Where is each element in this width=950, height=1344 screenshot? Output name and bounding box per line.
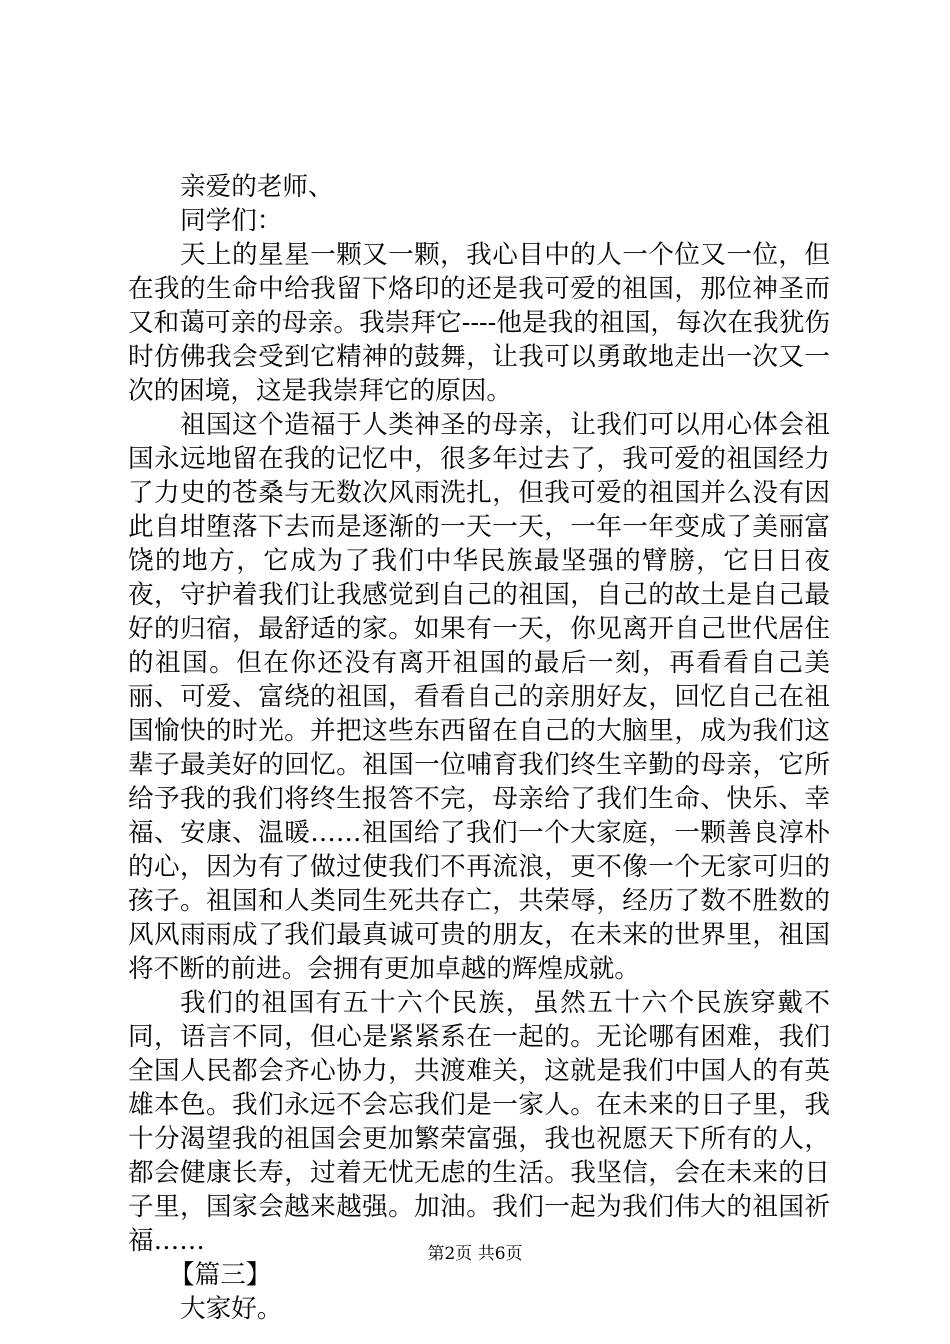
- salutation-line-2: 同学们：: [180, 206, 283, 236]
- salutation-line-1: 亲爱的老师、: [180, 172, 334, 202]
- body-paragraph: 天上的星星一颗又一颗，我心目中的人一个位又一位，但在我的生命中给我留下烙印的还是我可爱的祖国，那位神圣而又和蔼可亲的母亲。我崇拜它----他是我的祖国，每次在我犹伤时仿佛我会受到它精神的鼓舞，让我可以勇敢地走出一次又一次的困境，这是我崇拜它的原因。: [128, 240, 830, 406]
- body-paragraph: 祖国这个造福于人类神圣的母亲，让我们可以用心体会祖国永远地留在我的记忆中，很多年过去了，我可爱的祖国经力了力史的苍桑与无数次风雨洗扎，但我可爱的祖国并么没有因此自坩堕落下去而是逐渐的一天一天，一年一年变成了美丽富饶的地方，它成为了我们中华民族最坚强的臂膀，它日日夜夜，守护着我们让我感觉到自己的祖国，自己的故土是自己最好的归宿，最舒适的家。如果有一天，你见离开自己世代居住的祖国。但在你还没有离开祖国的最后一刻，再看看自己美丽、可爱、富绕的祖国，看看自己的亲朋好友，回忆自己在祖国愉快的时光。并把这些东西留在自己的大脑里，成为我们这辈子最美好的回忆。祖国一位哺育我们终生辛勤的母亲，它所给予我的我们将终生报答不完，母亲给了我们生命、快乐、幸福、安康、温暖……祖国给了我们一个大家庭，一颗善良淳朴的心，因为有了做过使我们不再流浪，更不像一个无家可归的孩子。祖国和人类同生死共存亡，共荣辱，经历了数不胜数的风风雨雨成了我们最真诚可贵的朋友，在未来的世界里，祖国将不断的前进。会拥有更加卓越的辉煌成就。: [128, 410, 830, 984]
- greeting-line: 大家好。: [180, 1294, 283, 1324]
- section-heading: 【篇三】: [169, 1260, 272, 1290]
- document-body: [128, 170, 830, 1326]
- page-footer: 第2页 共6页: [427, 1244, 523, 1264]
- body-paragraph: 我们的祖国有五十六个民族，虽然五十六个民族穿戴不同，语言不同，但心是紧紧系在一起的。无论哪有困难，我们全国人民都会齐心协力，共渡难关，这就是我们中国人的有英雄本色。我们永远不会忘我们是一家人。在未来的日子里，我十分渴望我的祖国会更加繁荣富强，我也祝愿天下所有的人，都会健康长寿，过着无忧无虑的生活。我坚信，会在未来的日子里，国家会越来越强。加油。我们一起为我们伟大的祖国祈福……: [128, 988, 830, 1256]
